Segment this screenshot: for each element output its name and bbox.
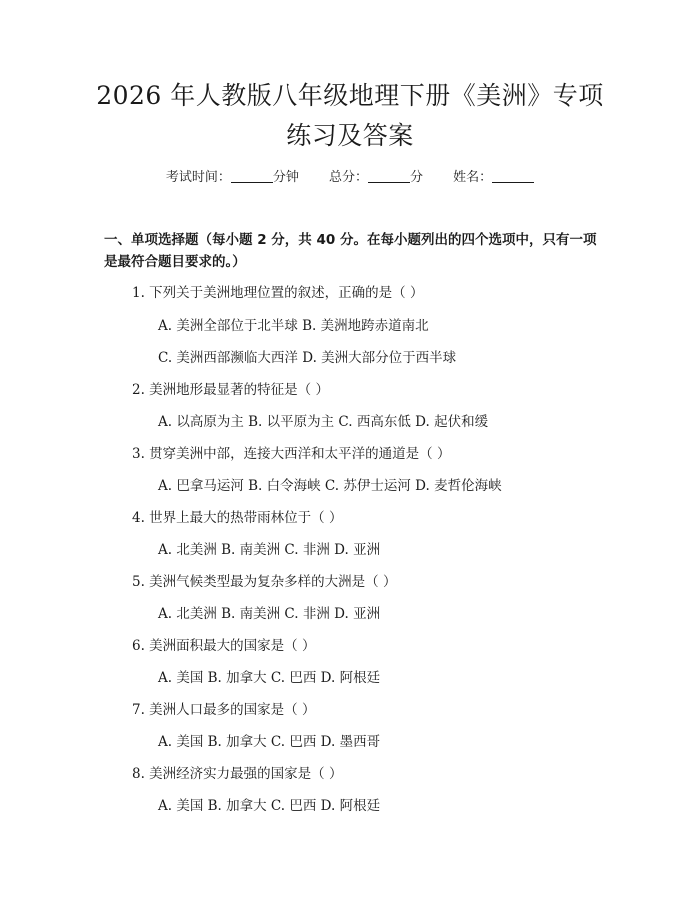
question-2-options: A. 以高原为主 B. 以平原为主 C. 西高东低 D. 起伏和缓 [158,414,489,430]
score-label: 总分： [328,170,368,185]
question-7-options: A. 美国 B. 加拿大 C. 巴西 D. 墨西哥 [158,734,381,750]
question-5: 5. 美洲气候类型最为复杂多样的大洲是（ ） [132,574,397,590]
score-unit: 分 [410,170,424,185]
section-heading-line-1: 一、单项选择题（每小题 2 分，共 40 分。在每小题列出的四个选项中，只有一项 [104,232,597,248]
question-1: 1. 下列关于美洲地理位置的叙述，正确的是（ ） [132,285,424,301]
question-5-options: A. 北美洲 B. 南美洲 C. 非洲 D. 亚洲 [158,606,381,622]
exam-meta [0,168,700,188]
question-8-options: A. 美国 B. 加拿大 C. 巴西 D. 阿根廷 [158,798,381,814]
question-4: 4. 世界上最大的热带雨林位于（ ） [132,510,343,526]
question-7: 7. 美洲人口最多的国家是（ ） [132,702,316,718]
section-heading-line-2: 是最符合题目要求的。） [104,254,246,270]
question-1-options-a: A. 美洲全部位于北半球 B. 美洲地跨赤道南北 [158,318,429,334]
question-1-options-b: C. 美洲西部濒临大西洋 D. 美洲大部分位于西半球 [158,350,457,366]
name-blank [492,169,534,183]
section-heading [104,229,604,273]
score-blank [368,169,410,183]
question-6-options: A. 美国 B. 加拿大 C. 巴西 D. 阿根廷 [158,670,381,686]
question-3-options: A. 巴拿马运河 B. 白令海峡 C. 苏伊士运河 D. 麦哲伦海峡 [158,478,502,494]
title-line-2: 练习及答案 [286,121,414,150]
question-4-options: A. 北美洲 B. 南美洲 C. 非洲 D. 亚洲 [158,542,381,558]
time-label: 考试时间： [165,170,231,185]
question-6: 6. 美洲面积最大的国家是（ ） [132,638,316,654]
document-title [40,76,660,156]
title-line-1: 2026 年人教版八年级地理下册《美洲》专项 [96,81,604,110]
question-2: 2. 美洲地形最显著的特征是（ ） [132,382,329,398]
question-3: 3. 贯穿美洲中部，连接大西洋和太平洋的通道是（ ） [132,446,451,462]
time-unit: 分钟 [272,170,299,185]
question-8: 8. 美洲经济实力最强的国家是（ ） [132,766,343,782]
name-label: 姓名： [453,170,493,185]
time-blank [231,169,273,183]
